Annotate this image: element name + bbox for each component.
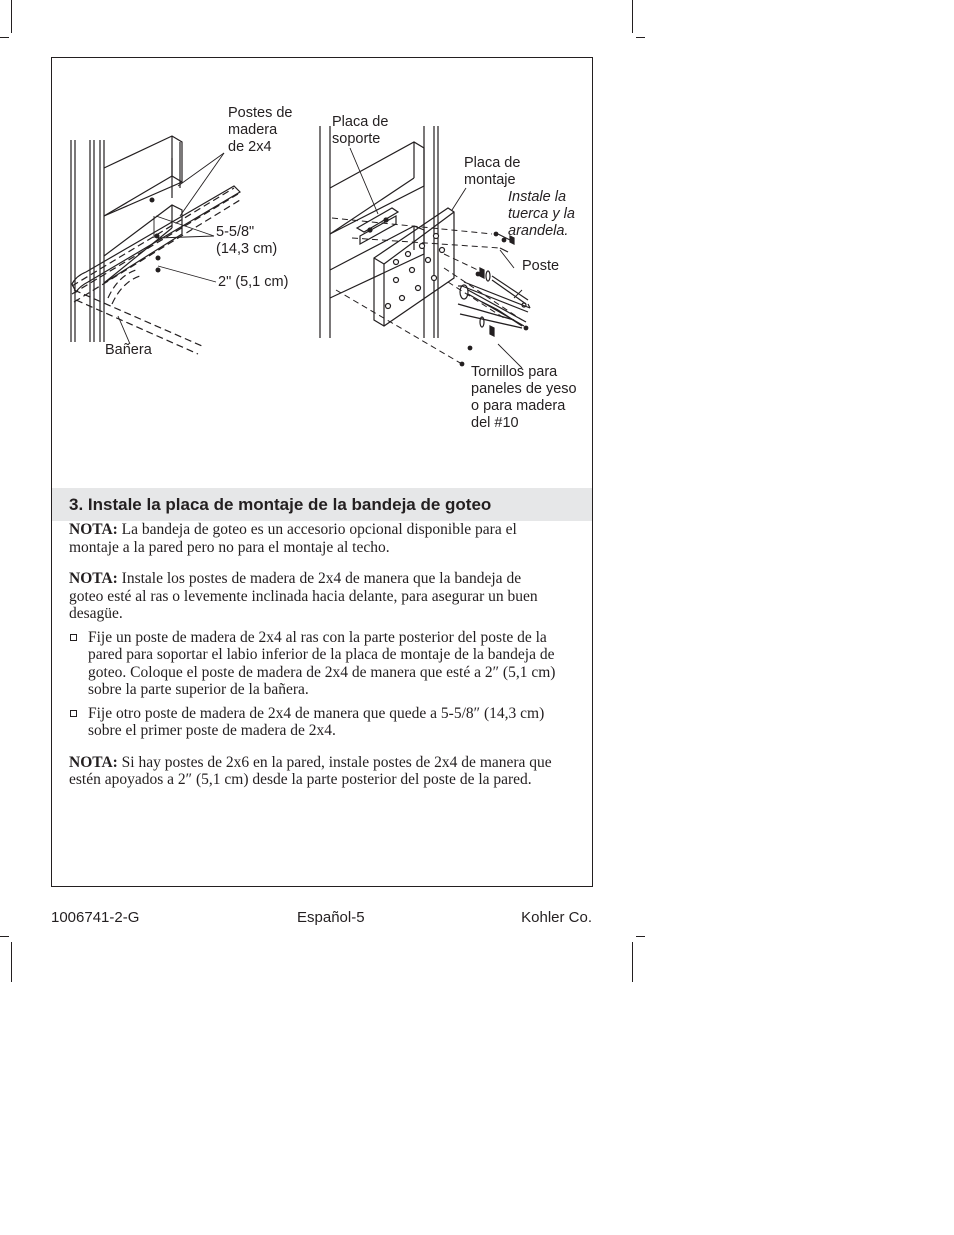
note-1-text: La bandeja de goteo es un accesorio opcional disponible para el montaje a la pared pero no para el montaje al techo.	[69, 521, 517, 556]
crop-mark	[632, 942, 633, 982]
bullet-item-2	[69, 705, 559, 740]
installation-figure	[52, 58, 592, 478]
company-name: Kohler Co.	[521, 909, 592, 926]
left-screws	[150, 198, 161, 273]
nota-label: NOTA:	[69, 521, 118, 538]
page-footer	[51, 908, 592, 928]
crop-mark	[0, 936, 9, 937]
nota-label: NOTA:	[69, 570, 118, 587]
label-banera: Bañera	[105, 342, 152, 358]
instructions-body	[69, 521, 559, 789]
checkbox-square-icon	[70, 710, 77, 717]
upper-2x4-block	[104, 136, 182, 216]
label-dimension-lower: 2" (5,1 cm)	[218, 274, 289, 290]
note-3	[69, 754, 559, 789]
label-instale-tuerca: Instale la tuerca y la arandela.	[508, 189, 575, 239]
label-placa-de-soporte: Placa de soporte	[332, 114, 389, 147]
right-2x4-blocks	[330, 142, 424, 298]
bullet-item-1-text: Fije un poste de madera de 2x4 al ras con la parte posterior del poste de la pared para soportar el labio inferior de la placa de montaje de la bandeja de goteo. Coloque el poste de madera de 2x4 de manera que esté a 2″ (5,1 cm) sobre la parte superior de la bañera.	[88, 628, 556, 698]
label-tornillos: Tornillos para paneles de yeso o para madera del #10	[471, 364, 577, 431]
crop-mark	[636, 936, 645, 937]
document-number: 1006741-2-G	[51, 909, 140, 926]
crop-mark	[11, 0, 12, 33]
label-postes-de-madera: Postes de madera de 2x4	[228, 105, 293, 155]
crop-mark	[636, 37, 645, 38]
bathtub-edge	[72, 186, 240, 292]
note-2	[69, 570, 559, 623]
right-wall-studs	[320, 126, 438, 338]
bullet-item-1	[69, 629, 559, 699]
checkbox-square-icon	[70, 634, 77, 641]
note-2-text: Instale los postes de madera de 2x4 de manera que la bandeja de goteo esté al ras o levemente inclinada hacia delante, para asegurar un buen desagüe.	[69, 570, 538, 622]
step-title: 3. Instale la placa de montaje de la bandeja de goteo	[69, 495, 492, 514]
crop-mark	[0, 37, 9, 38]
nuts-and-washers	[480, 234, 514, 336]
step-header	[52, 488, 592, 521]
crop-mark	[11, 942, 12, 982]
lower-2x4-block	[104, 205, 182, 283]
nota-label: NOTA:	[69, 753, 118, 771]
instruction-frame	[51, 57, 593, 887]
label-dimension-upper: 5-5/8" (14,3 cm)	[216, 224, 278, 257]
bullet-item-2-text: Fije otro poste de madera de 2x4 de manera que quede a 5-5/8″ (14,3 cm) sobre el primer poste de madera de 2x4.	[88, 704, 545, 739]
page-number: Español-5	[297, 909, 365, 926]
left-wall-studs	[71, 140, 180, 342]
label-placa-de-montaje: Placa de montaje	[464, 155, 521, 188]
crop-mark	[632, 0, 633, 33]
note-1	[69, 521, 559, 556]
posts	[458, 276, 530, 326]
label-poste: Poste	[522, 258, 560, 274]
note-3-text: Si hay postes de 2x6 en la pared, instale postes de 2x4 de manera que estén apoyados a 2″ (5,1 cm) desde la parte posterior del poste de la pared.	[69, 753, 552, 788]
